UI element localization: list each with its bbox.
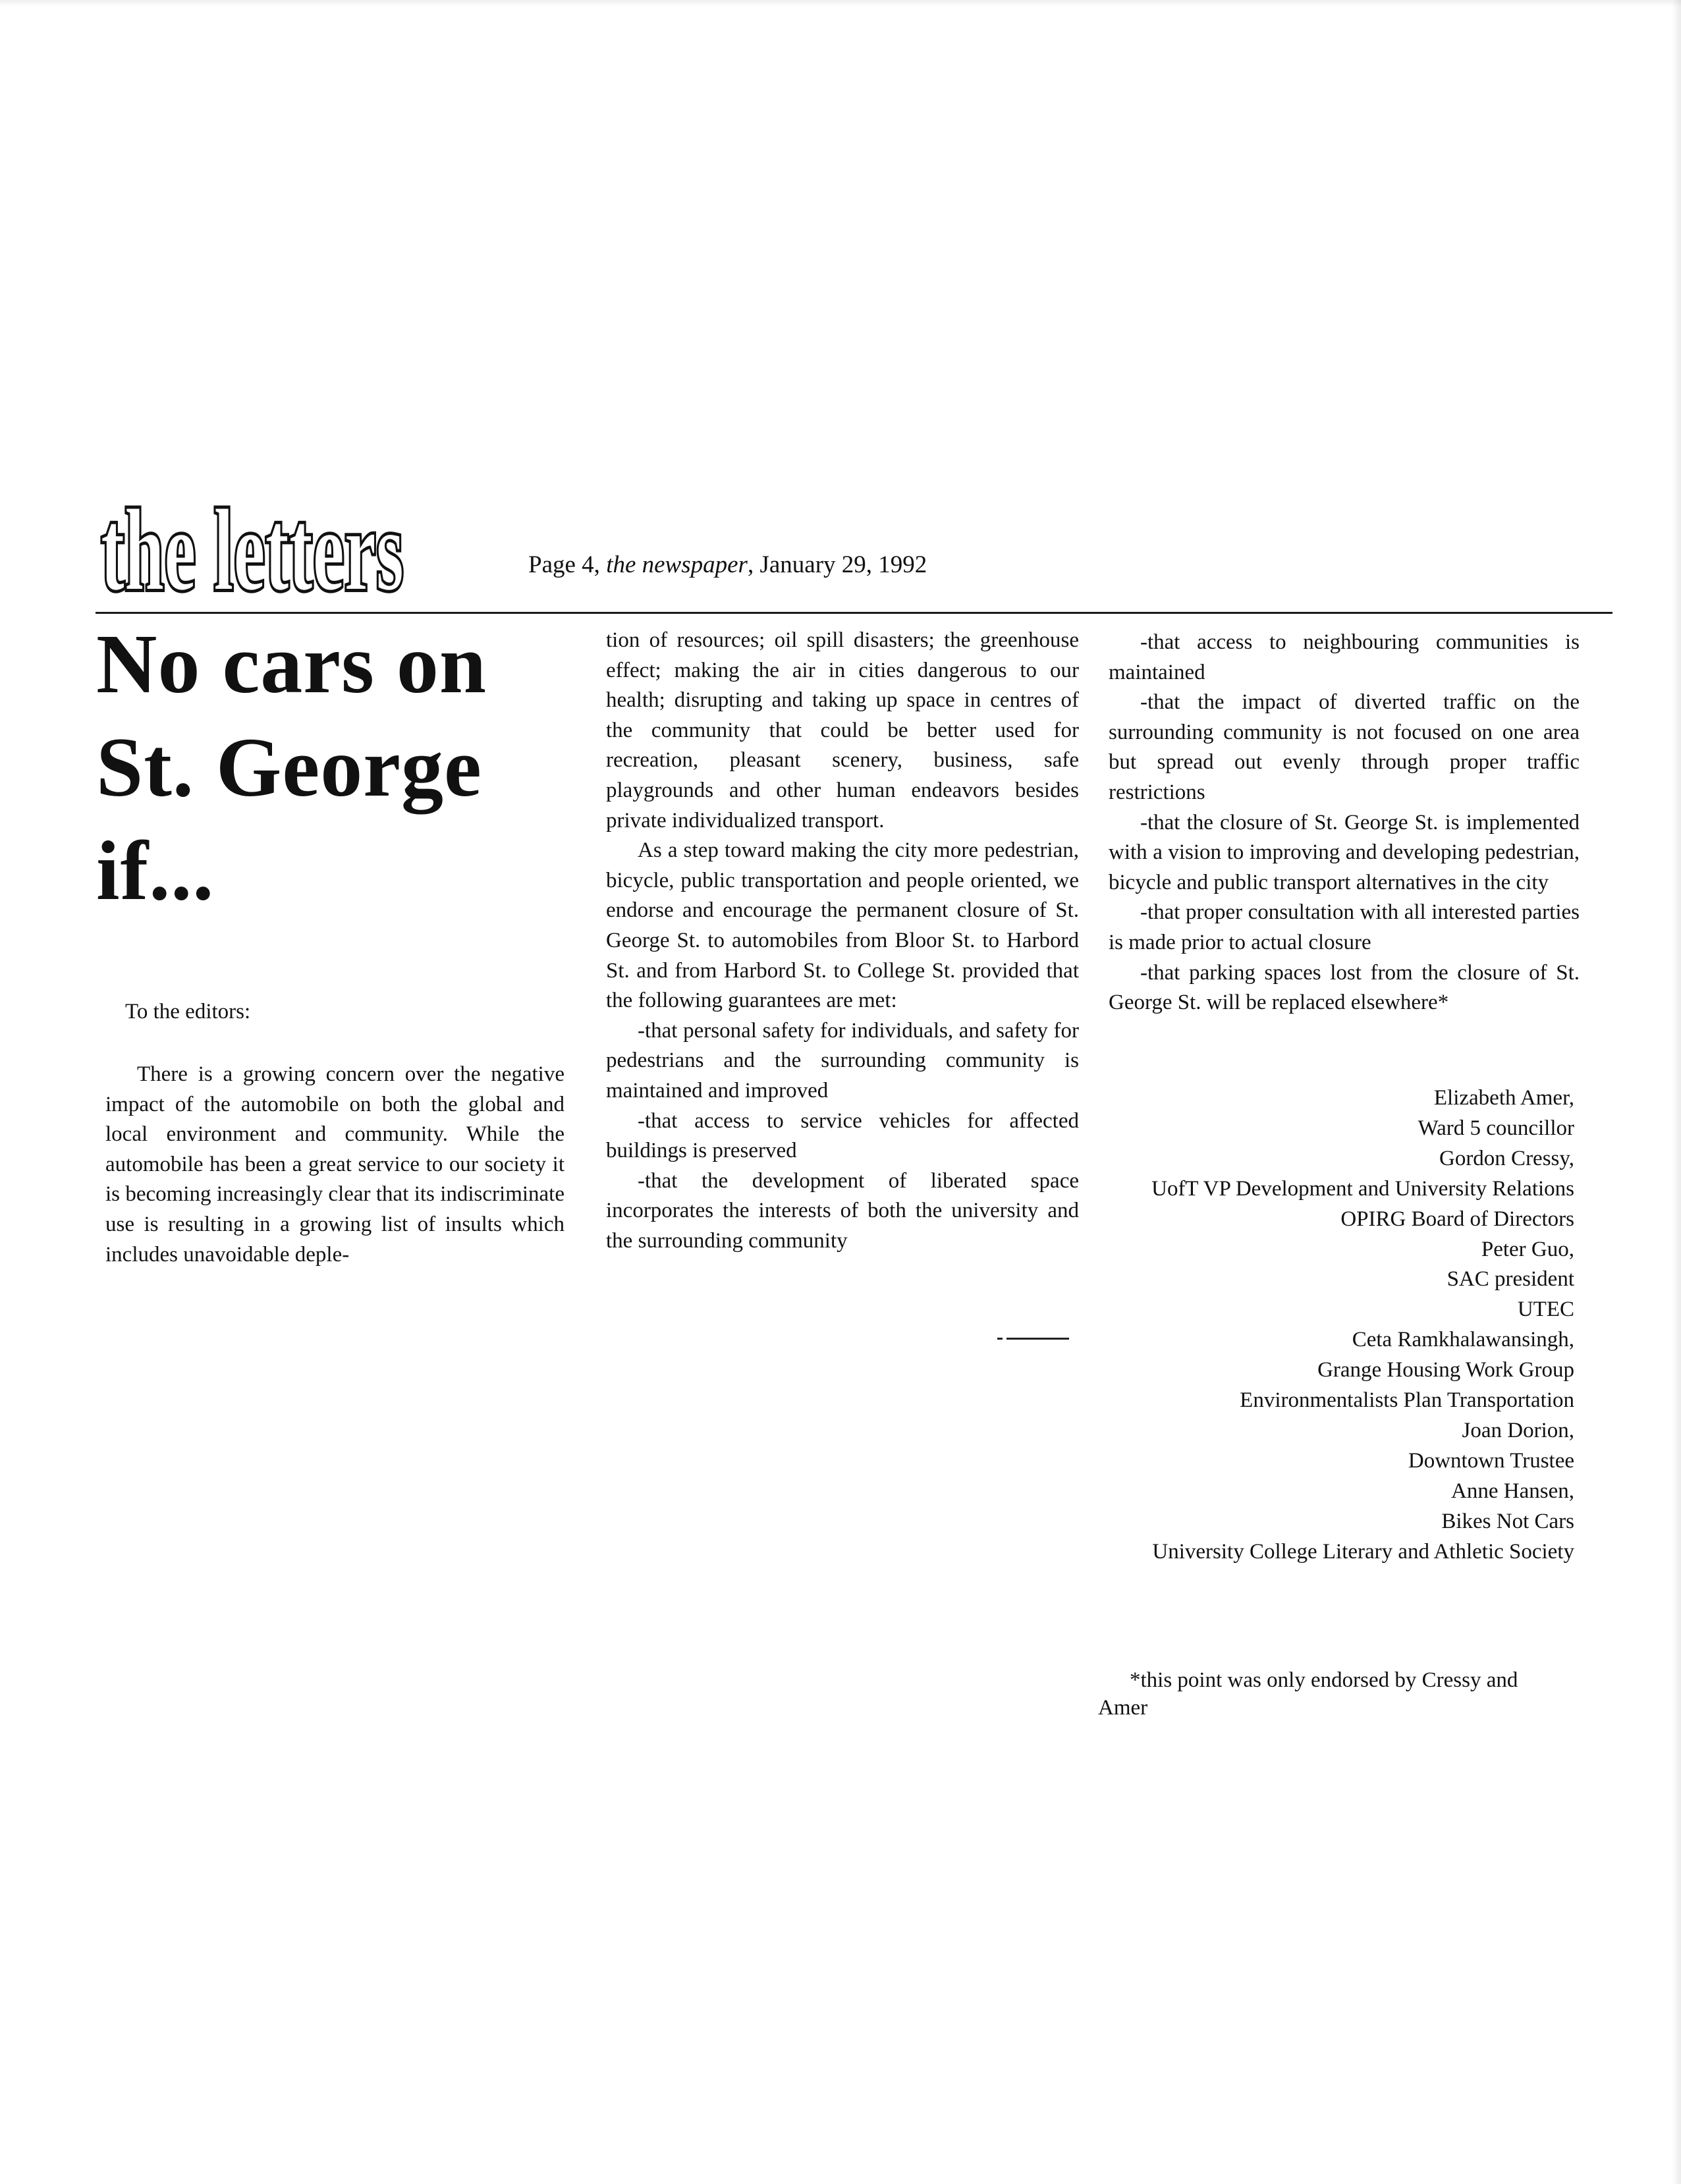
signatory: Grange Housing Work Group bbox=[1317, 1358, 1574, 1382]
body-paragraph: As a step toward making the city more pedestrian, bicycle, public transportation and people oriented, we endorse and encourage the permanent closure of St. George St. to automobiles from Bloor St. to Harbord St. and from Harbord St. to College St. provided that the following guarantees are met: bbox=[606, 838, 1079, 1013]
footnote: *this point was only endorsed by Cressy and Amer bbox=[1098, 1668, 1518, 1720]
signatory: Ceta Ramkhalawansingh, bbox=[1352, 1328, 1574, 1352]
guarantee-item: -that the closure of St. George St. is implemented with a vision to improving and developing pedestrian, bicycle and public transport alternatives in the city bbox=[1109, 810, 1580, 894]
page-label: Page 4, bbox=[528, 551, 607, 578]
guarantee-item: -that the impact of diverted traffic on the surrounding community is not focused on one area but spread out evenly through proper traffic restrictions bbox=[1109, 690, 1580, 804]
scan-shadow-right bbox=[1672, 0, 1681, 2184]
headline-line: if... bbox=[96, 824, 215, 917]
headline-line: St. George bbox=[96, 721, 482, 814]
scan-shadow-top bbox=[0, 0, 1681, 7]
issue-date: , January 29, 1992 bbox=[747, 551, 927, 578]
section-logo bbox=[97, 484, 407, 603]
section-logo-graphic bbox=[97, 484, 407, 603]
signatory: Ward 5 councillor bbox=[1418, 1116, 1574, 1140]
signatory: SAC president bbox=[1447, 1267, 1574, 1292]
signatory: OPIRG Board of Directors bbox=[1340, 1207, 1574, 1231]
svg-text:the letters: the letters bbox=[101, 485, 404, 603]
signatory: UTEC bbox=[1517, 1297, 1574, 1322]
signatory: Joan Dorion, bbox=[1462, 1418, 1574, 1442]
signatory: Environmentalists Plan Transportation bbox=[1240, 1388, 1574, 1413]
signatory: Elizabeth Amer, bbox=[1433, 1086, 1574, 1110]
body-paragraph: tion of resources; oil spill disasters; the greenhouse effect; making the air in cities dangerous to our health; disrupting and taking up space in centres of the community that could be better used for recreation, pleasant scenery, business, safe playgrounds and other human endeavors besides private individualized transport. bbox=[606, 628, 1079, 833]
signatory: University College Literary and Athletic Society bbox=[1152, 1539, 1574, 1564]
guarantee-item: -that personal safety for individuals, and safety for pedestrians and the surrounding community is maintained and improved bbox=[606, 1018, 1079, 1103]
headline bbox=[96, 613, 570, 923]
column-2 bbox=[606, 626, 1079, 1256]
signatory: Bikes Not Cars bbox=[1441, 1509, 1574, 1533]
column-3 bbox=[1109, 628, 1580, 1018]
signatory: Anne Hansen, bbox=[1451, 1479, 1574, 1503]
signatory: Gordon Cressy, bbox=[1439, 1146, 1574, 1170]
svg-text:the letters: the letters bbox=[101, 485, 404, 603]
publication-name: the newspaper bbox=[606, 551, 748, 578]
signatory: Downtown Trustee bbox=[1408, 1448, 1574, 1473]
column-end-mark bbox=[1006, 1338, 1069, 1340]
signatory: UofT VP Development and University Relations bbox=[1151, 1176, 1574, 1201]
signatory: Peter Guo, bbox=[1481, 1237, 1574, 1261]
dateline bbox=[528, 551, 927, 579]
column-1 bbox=[105, 1060, 565, 1270]
signature-block bbox=[1109, 1083, 1574, 1568]
guarantee-item: -that the development of liberated space incorporates the interests of both the university and the surrounding community bbox=[606, 1168, 1079, 1253]
headline-line: No cars on bbox=[96, 617, 487, 711]
guarantee-item: -that parking spaces lost from the closure of St. George St. will be replaced elsewhere* bbox=[1109, 960, 1580, 1015]
body-paragraph: There is a growing concern over the negative impact of the automobile on both the global and local environment and community. While the automobile has been a great service to our society it is becoming increasingly clear that its indiscriminate use is resulting in a growing list of insults which includes unavoidable deple- bbox=[105, 1062, 565, 1267]
salutation: To the editors: bbox=[125, 1000, 251, 1024]
guarantee-item: -that access to service vehicles for affected buildings is preserved bbox=[606, 1108, 1079, 1163]
guarantee-item: -that proper consultation with all interested parties is made prior to actual closure bbox=[1109, 900, 1580, 954]
guarantee-item: -that access to neighbouring communities is maintained bbox=[1109, 630, 1580, 684]
